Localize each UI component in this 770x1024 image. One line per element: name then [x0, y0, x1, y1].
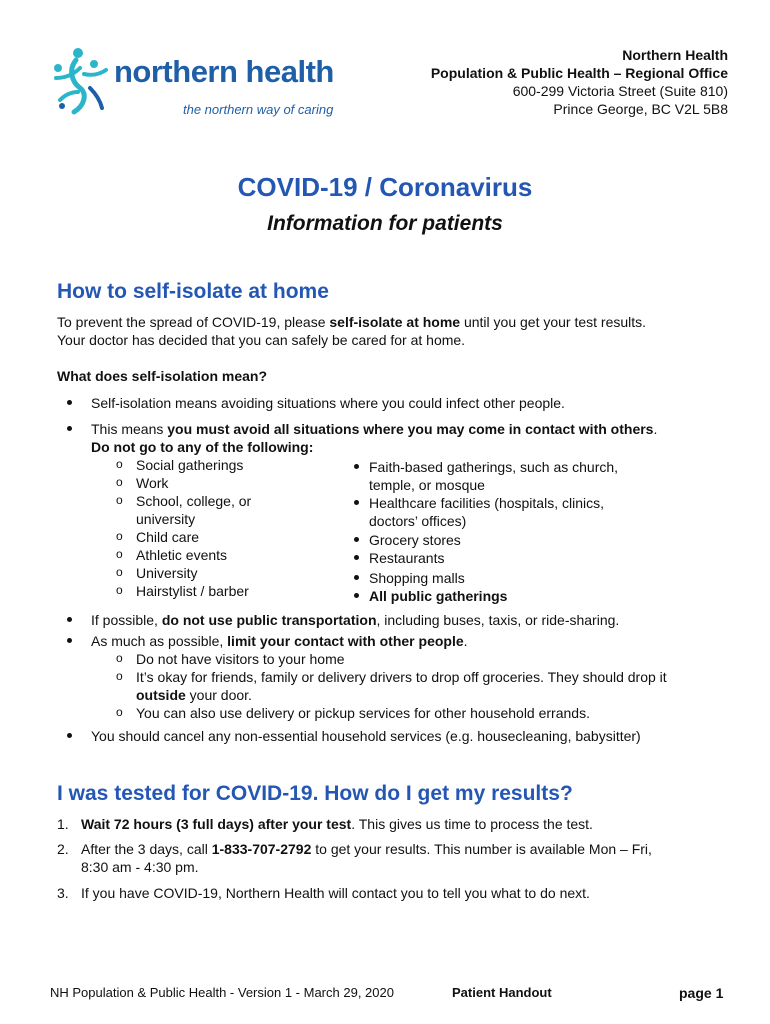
- logo-wordmark: northern health: [114, 54, 334, 89]
- intro-text-end: until you get your test results.: [460, 314, 647, 330]
- section-heading-self-isolate: How to self-isolate at home: [57, 280, 329, 303]
- bullet-dot: [354, 500, 359, 505]
- step-number: 1.: [57, 816, 69, 832]
- intro-line-1: [57, 313, 646, 331]
- office-address: [431, 46, 728, 118]
- right-list-item: Healthcare facilities (hospitals, clinics,: [369, 495, 604, 511]
- right-list-item-continued: temple, or mosque: [369, 477, 485, 493]
- bullet-emphasis: limit your contact with other people: [227, 633, 464, 649]
- logo-figure-icon: [50, 44, 112, 116]
- step-text: . This gives us time to process the test.: [351, 816, 593, 832]
- bullet-limit-contact: [91, 632, 468, 650]
- bullet-dot: [67, 733, 72, 738]
- bullet-text: If possible,: [91, 612, 162, 628]
- bullet-dot: [67, 426, 72, 431]
- step-text: After the 3 days, call: [81, 841, 212, 857]
- bullet-text: This means: [91, 421, 168, 437]
- sub-bullet: o: [116, 565, 123, 579]
- bullet-text-end: .: [463, 633, 468, 649]
- sub-bullet: o: [116, 457, 123, 471]
- sub-item-errands: You can also use delivery or pickup services for other household errands.: [136, 705, 590, 721]
- right-list-item: Shopping malls: [369, 570, 465, 586]
- org-name: Northern Health: [622, 47, 728, 63]
- logo-tagline: the northern way of caring: [183, 102, 334, 117]
- intro-emphasis: self-isolate at home: [329, 314, 461, 330]
- step-text-end: to get your results. This number is available Mon – Fri,: [311, 841, 652, 857]
- bullet-dot: [354, 593, 359, 598]
- step-call: [81, 840, 652, 858]
- sub-item-deliveries-continued: [136, 686, 252, 704]
- bullet-cancel-services: You should cancel any non-essential household services (e.g. housecleaning, babysitter): [91, 728, 641, 744]
- step-wait: [81, 815, 593, 833]
- bullet-avoid: [91, 420, 657, 438]
- right-list-item-continued: doctors’ offices): [369, 513, 467, 529]
- bullet-text: As much as possible,: [91, 633, 228, 649]
- right-list-item: Restaurants: [369, 550, 445, 566]
- left-list-item: Athletic events: [136, 547, 228, 563]
- intro-line-2: Your doctor has decided that you can safely be cared for at home.: [57, 332, 466, 348]
- step-number: 2.: [57, 841, 69, 857]
- bullet-dot: [67, 638, 72, 643]
- bullet-text-end: , including buses, taxis, or ride-sharing.: [376, 612, 620, 628]
- street-address: 600-299 Victoria Street (Suite 810): [512, 83, 728, 99]
- right-list-item: Faith-based gatherings, such as church,: [369, 459, 619, 475]
- step-call-hours: 8:30 am - 4:30 pm.: [81, 859, 199, 875]
- sub-bullet: o: [116, 651, 123, 665]
- footer-page-number: page 1: [679, 985, 724, 1001]
- step-emphasis: Wait 72 hours (3 full days) after your test: [81, 816, 352, 832]
- bullet-text-end: .: [653, 421, 658, 437]
- left-list-item: Child care: [136, 529, 200, 545]
- question-heading: What does self-isolation mean?: [57, 368, 268, 384]
- sub-bullet: o: [116, 705, 123, 719]
- sub-bullet: o: [116, 547, 123, 561]
- bullet-emphasis: you must avoid all situations where you may come in contact with others: [167, 421, 654, 437]
- sub-item-deliveries: It’s okay for friends, family or delivery drivers to drop off groceries. They should drop it: [136, 669, 667, 685]
- bullet-dot: [67, 400, 72, 405]
- step-contact: If you have COVID-19, Northern Health will contact you to tell you what to do next.: [81, 885, 590, 901]
- left-list-item: School, college, or: [136, 493, 252, 509]
- left-list-item: Social gatherings: [136, 457, 244, 473]
- do-not-go-heading: Do not go to any of the following:: [91, 439, 314, 455]
- page-title: COVID-19 / Coronavirus: [237, 172, 533, 202]
- bullet-dot: [354, 464, 359, 469]
- left-list-item: University: [136, 565, 198, 581]
- bullet-self-isolation: Self-isolation means avoiding situations where you could infect other people.: [91, 395, 565, 411]
- sub-bullet: o: [116, 493, 123, 507]
- sub-item-visitors: Do not have visitors to your home: [136, 651, 345, 667]
- bullet-emphasis: do not use public transportation: [161, 612, 377, 628]
- sub-item-emphasis: outside: [136, 687, 186, 703]
- sub-bullet: o: [116, 669, 123, 683]
- right-list-item: Grocery stores: [369, 532, 461, 548]
- office-name: Population & Public Health – Regional Office: [430, 65, 728, 81]
- left-list-item: Work: [136, 475, 169, 491]
- bullet-dot: [354, 555, 359, 560]
- city-address: Prince George, BC V2L 5B8: [553, 101, 728, 117]
- footer-version: NH Population & Public Health - Version 1 - March 29, 2020: [50, 985, 394, 1000]
- left-list-item-continued: university: [136, 511, 196, 527]
- sub-bullet: o: [116, 529, 123, 543]
- bullet-dot: [354, 537, 359, 542]
- footer-handout: Patient Handout: [452, 985, 552, 1000]
- sub-bullet: o: [116, 475, 123, 489]
- bullet-dot: [354, 575, 359, 580]
- phone-number: 1-833-707-2792: [211, 841, 312, 857]
- sub-bullet: o: [116, 583, 123, 597]
- step-number: 3.: [57, 885, 69, 901]
- bullet-dot: [67, 617, 72, 622]
- intro-text: To prevent the spread of COVID-19, please: [57, 314, 330, 330]
- northern-health-logo: [50, 44, 350, 124]
- bullet-transport: [91, 611, 619, 629]
- sub-item-text-end: your door.: [185, 687, 252, 703]
- section-heading-results: I was tested for COVID-19. How do I get my results?: [57, 782, 573, 805]
- page-subtitle: Information for patients: [267, 212, 503, 235]
- right-list-item: All public gatherings: [369, 588, 508, 604]
- left-list-item: Hairstylist / barber: [136, 583, 249, 599]
